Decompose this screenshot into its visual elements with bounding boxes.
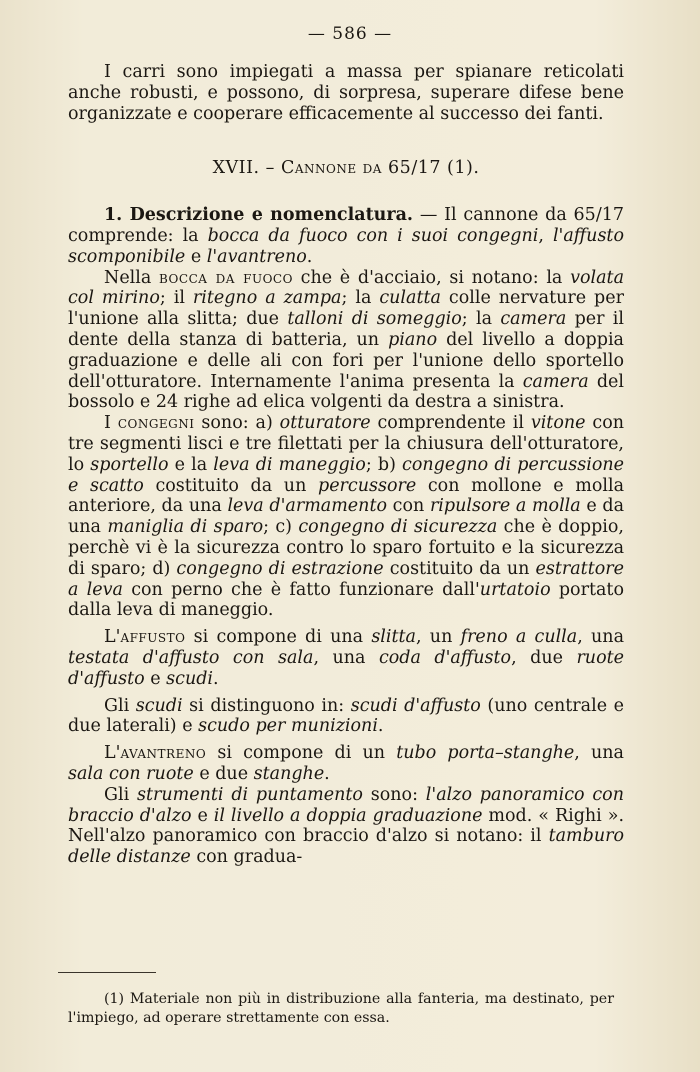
text-run: — Il cannone da 65/17 comprende: la (68, 205, 624, 246)
italic-term: tubo porta–stanghe (396, 743, 575, 764)
smallcaps-term: avantreno (120, 743, 207, 764)
italic-term: scudi (166, 668, 214, 689)
body-text (68, 62, 624, 868)
footnote-text: (1) Materiale non più in distribuzione alla fanteria, ma destinato, per l'impiego, ad operare strettamente con essa. (68, 991, 614, 1026)
italic-term: otturatore (279, 413, 371, 434)
text-run: del bossolo e 24 righe ad elica volgenti da destra a sinistra. (68, 371, 624, 413)
text-run: . (324, 763, 330, 784)
text-run: con (387, 496, 430, 517)
text-run: per il dente della stanza di batteria, un (68, 309, 624, 350)
paragraph-avantreno (68, 743, 624, 785)
section-heading (68, 158, 624, 179)
italic-term: culatta (379, 288, 441, 309)
italic-term: camera (500, 309, 567, 330)
italic-term: bocca da fuoco con i suoi congegni (207, 225, 539, 246)
text-run: . (377, 716, 384, 737)
text-run: . (213, 668, 219, 689)
italic-term: talloni di someggio (287, 309, 462, 330)
italic-term: freno a culla (460, 627, 578, 648)
text-run: I (104, 413, 118, 434)
heading-dash: – (259, 158, 281, 179)
page-number: — 586 — (307, 24, 393, 44)
italic-term: congegno di sicurezza (298, 517, 498, 538)
heading-caliber: 65/17 (1). (381, 158, 480, 179)
text-run: si compone di una (185, 627, 372, 648)
footnote (68, 990, 614, 1028)
heading-title: Cannone da (280, 158, 382, 179)
italic-term: testata d'affusto con sala (68, 647, 314, 668)
paragraph-affusto (68, 627, 624, 689)
italic-term: stanghe (253, 763, 325, 784)
italic-term: sala con ruote (68, 763, 194, 784)
paragraph-scudi (68, 696, 624, 738)
text-run: ; b) (365, 454, 403, 475)
italic-term: ritegno a zampa (192, 288, 342, 309)
italic-term: strumenti di puntamento (137, 784, 363, 805)
paragraph-strumenti (68, 785, 624, 868)
text-run: con gradua- (190, 847, 303, 868)
italic-term: leva di maneggio (213, 454, 366, 475)
text-run: con perno che è fatto funzionare dall' (122, 579, 480, 600)
text-run: Gli (104, 695, 136, 716)
italic-term: maniglia di sparo (107, 517, 264, 538)
italic-term: coda d'affusto (378, 647, 512, 668)
text-run: sono: a) (194, 413, 280, 434)
text-run: e (191, 805, 214, 826)
italic-term: ripulsore a molla (429, 496, 581, 517)
text-run: Gli (104, 784, 137, 805)
italic-term: il livello a doppia graduazione (213, 805, 483, 826)
italic-term: l'affusto scomponibile (68, 225, 624, 267)
text-run: colle nervature per l'unione alla slitta; due (68, 288, 624, 330)
italic-term: volata col mirino (68, 267, 624, 309)
text-run: L' (104, 743, 121, 764)
text-run: del livello a doppia graduazione e delle ali con fori per l'unione dello sportello dell'otturatore. Internamente l'anima presenta la (68, 329, 624, 392)
text-run: e (144, 668, 167, 689)
smallcaps-term: bocca da fuoco (159, 267, 293, 288)
footnote-divider (58, 972, 156, 973)
subsection-label: 1. Descrizione e nomenclatura. (104, 205, 414, 226)
italic-term: piano (388, 329, 438, 350)
text-run: portato dalla leva di maneggio. (68, 579, 624, 621)
text-run: con mollone e molla anteriore, da una (68, 475, 624, 517)
italic-term: congegno di estrazione (176, 558, 384, 579)
smallcaps-term: congegni (117, 413, 195, 434)
text-run: costituito da un (383, 558, 536, 579)
text-run: , una (313, 647, 379, 668)
italic-term: estrattore a leva (68, 558, 625, 600)
smallcaps-term: affusto (120, 627, 186, 648)
text-run: L' (104, 627, 121, 648)
text-run: con tre segmenti lisci e tre filettati per la chiusura dell'otturatore, lo (68, 413, 625, 475)
text-run: ; la (461, 309, 501, 330)
text-run: mod. « Righi ». Nell'alzo panoramico con braccio d'alzo si notano: il (68, 805, 625, 847)
italic-term: tamburo delle distanze (68, 826, 624, 868)
text-run: Nella (104, 267, 160, 288)
text-run: si compone di un (206, 743, 397, 764)
italic-term: l'avantreno (206, 246, 307, 267)
paragraph-description (68, 205, 624, 267)
text-run: e due (193, 763, 254, 784)
text-run: e da una (68, 496, 624, 538)
text-run: ; il (159, 288, 193, 309)
italic-term: l'alzo panoramico con braccio d'alzo (68, 784, 624, 826)
text-run: ; la (341, 288, 380, 309)
italic-term: scudi d'affusto (350, 695, 481, 716)
italic-term: congegno di percussione e scatto (68, 454, 624, 496)
italic-term: scudo per munizioni (198, 716, 378, 737)
text-run: , una (577, 627, 624, 648)
italic-term: slitta (371, 627, 416, 648)
text-run: , una (574, 743, 624, 764)
text-run: , (538, 225, 553, 246)
paragraph-bocca-da-fuoco (68, 268, 624, 414)
text-run: si distinguono in: (182, 695, 351, 716)
text-run: e (185, 246, 207, 267)
italic-term: scudi (135, 695, 183, 716)
text-run: , un (416, 627, 461, 648)
text-run: costituito da un (143, 475, 318, 496)
heading-number: XVII. (212, 158, 260, 179)
text-run: ; c) (263, 517, 299, 538)
paragraph-congegni (68, 413, 624, 621)
text-run: che è d'acciaio, si notano: la (292, 267, 571, 288)
italic-term: sportello (90, 454, 169, 475)
text-run: comprendente il (370, 413, 531, 434)
text-run: sono: (362, 784, 426, 805)
text-run: e la (168, 454, 214, 475)
text-run: che è doppio, perchè vi è la sicurezza contro lo sparo fortuito e la sicurezza di sparo; d) (68, 517, 624, 579)
italic-term: vitone (530, 413, 586, 434)
italic-term: camera (522, 371, 589, 392)
text-run: . (306, 246, 313, 267)
intro-paragraph: I carri sono impiegati a massa per spianare reticolati anche robusti, e possono, di sorpresa, superare difese bene organizzate e cooperare efficacemente al successo dei fanti. (68, 62, 624, 124)
text-run: (uno centrale e due laterali) e (68, 695, 624, 737)
text-run: , due (511, 647, 577, 668)
italic-term: percussore (318, 475, 417, 496)
italic-term: ruote d'affusto (68, 647, 624, 689)
italic-term: leva d'armamento (227, 496, 388, 517)
italic-term: urtatoio (479, 579, 551, 600)
